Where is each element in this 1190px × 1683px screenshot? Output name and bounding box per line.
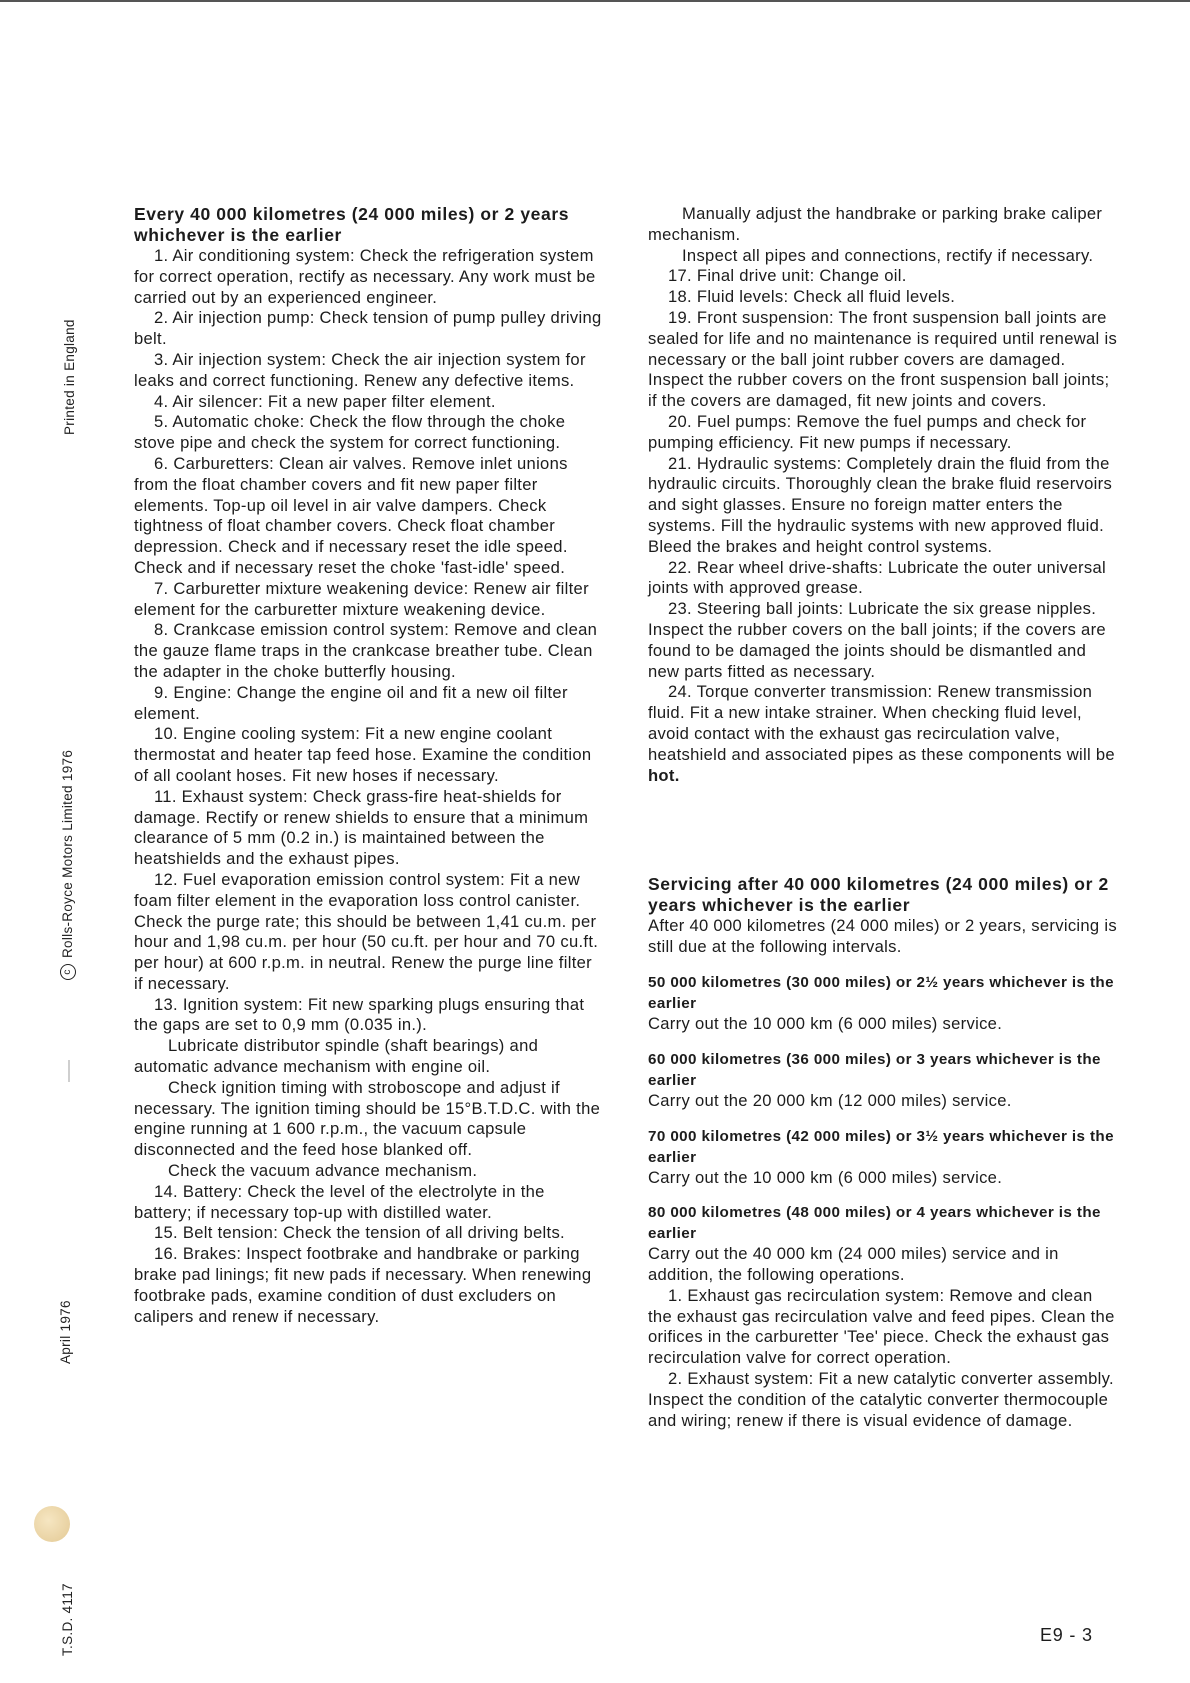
item-15: 15. Belt tension: Check the tension of all driving belts. [154, 1223, 565, 1243]
item-16: 16. Brakes: Inspect footbrake and handbrake or parking brake pad linings; fit new pads if necessary. When renewing footbrake pads, examine condition of dust excluders on calipers and renew if necessary. [134, 1244, 592, 1326]
punch-hole-mark [34, 1506, 70, 1542]
item-13-vacuum: Check the vacuum advance mechanism. [168, 1161, 478, 1181]
top-border [0, 0, 1190, 2]
item-21: 21. Hydraulic systems: Completely drain the fluid from the hydraulic circuits. Thoroughly clean the brake fluid reservoirs and sight glasses. Ensure no foreign matter enters the systems. Fill the hydraulic systems with new approved fluid. Bleed the brakes and height control systems. [648, 453, 1113, 556]
item-24-hot: hot. [648, 765, 680, 785]
interval-70000-heading: 70 000 kilometres (42 000 miles) or 3½ years whichever is the earlier [648, 1127, 1114, 1166]
item-24 [648, 682, 1118, 786]
interval-60000-text: Carry out the 20 000 km (12 000 miles) service. [648, 1090, 1012, 1110]
item-19: 19. Front suspension: The front suspension ball joints are sealed for life and no maintenance is required until renewal is necessary or the ball joint rubber covers are damaged. Inspect the rubber covers on the front suspension ball joints; if the covers are damaged, fit new joints and covers. [648, 307, 1118, 411]
item-13: 13. Ignition system: Fit new sparking plugs ensuring that the gaps are set to 0,9 mm (0.035 in.). [134, 994, 585, 1035]
handbrake-adjust: Manually adjust the handbrake or parking brake caliper mechanism. [648, 204, 1103, 244]
interval-60000-heading: 60 000 kilometres (36 000 miles) or 3 years whichever is the earlier [648, 1050, 1101, 1089]
item-11: 11. Exhaust system: Check grass-fire heat-shields for damage. Rectify or renew shields to ensure that a minimum clearance of 5 mm (0.2 in.) is maintained between the heatshields and the exhaust pipes. [134, 786, 589, 869]
item-9: 9. Engine: Change the engine oil and fit a new oil filter element. [134, 682, 568, 723]
item-23: 23. Steering ball joints: Lubricate the six grease nipples. Inspect the rubber covers on the ball joints; if the covers are found to be damaged the joints should be dismantled and new parts fitted as necessary. [648, 599, 1106, 681]
item-10: 10. Engine cooling system: Fit a new engine coolant thermostat and heater tap feed hose. Examine the condition of all coolant hoses. Fit new hoses if necessary. [134, 724, 592, 785]
servicing-heading: Servicing after 40 000 kilometres (24 000 miles) or 2 years whichever is the earlier [648, 874, 1109, 916]
item-17: 17. Final drive unit: Change oil. [668, 266, 907, 286]
servicing-text: After 40 000 kilometres (24 000 miles) or 2 years, servicing is still due at the following intervals. [648, 916, 1117, 957]
item-5: 5. Automatic choke: Check the flow through the choke stove pipe and check the system for correct functioning. [134, 412, 566, 453]
interval-70000-text: Carry out the 10 000 km (6 000 miles) service. [648, 1167, 1003, 1187]
margin-mark [68, 1060, 70, 1082]
printed-in-england: Printed in England [62, 319, 77, 435]
interval-50000-heading: 50 000 kilometres (30 000 miles) or 2½ years whichever is the earlier [648, 973, 1114, 1012]
interval-80000-heading: 80 000 kilometres (48 000 miles) or 4 years whichever is the earlier [648, 1204, 1101, 1243]
item-12: 12. Fuel evaporation emission control system: Fit a new foam filter element in the evaporation loss control canister. Check the purge rate; this should be between 1,41 cu.m. per hour and 1,98 cu.m. per hour (50 cu.ft. per hour and 70 cu.ft. per hour) at 600 r.p.m. in neutral. Renew the purge line filter if necessary. [134, 869, 599, 993]
item-2: 2. Air injection pump: Check tension of pump pulley driving belt. [134, 308, 602, 349]
date-label: April 1976 [58, 1300, 73, 1364]
left-heading: Every 40 000 kilometres (24 000 miles) or 2 years whichever is the earlier [134, 204, 570, 245]
item-4: 4. Air silencer: Fit a new paper filter element. [154, 391, 496, 411]
item-6: 6. Carburetters: Clean air valves. Remove inlet unions from the float chamber covers and fit new paper filter elements. Top-up oil level in air valve dampers. Check tightness of float chamber covers. Check float chamber depression. Check and if necessary reset the idle speed. Check and if necessary reset the choke 'fast-idle' speed. [134, 453, 568, 577]
item-8: 8. Crankcase emission control system: Remove and clean the gauze flame traps in the crankcase breather tube. Clean the adapter in the choke butterfly housing. [134, 620, 598, 681]
item-14: 14. Battery: Check the level of the electrolyte in the battery; if necessary top-up with distilled water. [134, 1181, 545, 1222]
item-24-text: 24. Torque converter transmission: Renew transmission fluid. Fit a new intake strainer. When checking fluid level, avoid contact with the exhaust gas recirculation valve, heatshield and associated pipes as these components will be [648, 682, 1115, 764]
left-column [134, 204, 604, 1327]
item-1: 1. Air conditioning system: Check the refrigeration system for correct operation, rectify as necessary. Any work must be carried out by an experienced engineer. [134, 246, 596, 307]
inspect-pipes: Inspect all pipes and connections, rectify if necessary. [682, 245, 1094, 265]
interval-50000-text: Carry out the 10 000 km (6 000 miles) service. [648, 1013, 1003, 1033]
item-7: 7. Carburetter mixture weakening device: Renew air filter element for the carburetter mixture weakening device. [134, 578, 589, 619]
item-3: 3. Air injection system: Check the air injection system for leaks and correct functioning. Renew any defective items. [134, 349, 586, 390]
copyright-text: Rolls-Royce Motors Limited 1976 [60, 749, 75, 958]
final-item-1: 1. Exhaust gas recirculation system: Remove and clean the exhaust gas recirculation valve and feed pipes. Clean the orifices in the carburetter 'Tee' piece. Check the exhaust gas recirculation valve for correct operation. [648, 1285, 1115, 1368]
final-item-2: 2. Exhaust system: Fit a new catalytic converter assembly. Inspect the condition of the catalytic converter thermocouple and wiring; renew if there is visual evidence of damage. [648, 1369, 1114, 1430]
item-18: 18. Fluid levels: Check all fluid levels. [668, 287, 956, 307]
right-column [648, 204, 1118, 1431]
page-number: E9 - 3 [1040, 1625, 1093, 1645]
copyright-notice [60, 750, 76, 980]
copyright-symbol-icon: c [60, 964, 76, 980]
item-22: 22. Rear wheel drive-shafts: Lubricate the outer universal joints with approved grease. [648, 557, 1106, 598]
item-20: 20. Fuel pumps: Remove the fuel pumps and check for pumping efficiency. Fit new pumps if necessary. [648, 411, 1087, 452]
tsd-number: T.S.D. 4117 [60, 1583, 75, 1656]
interval-80000-text: Carry out the 40 000 km (24 000 miles) service and in addition, the following operations. [648, 1244, 1059, 1285]
item-13-timing: Check ignition timing with stroboscope and adjust if necessary. The ignition timing should be 15°B.T.D.C. with the engine running at 1 600 r.p.m., the vacuum capsule disconnected and the feed hose blanked off. [134, 1077, 601, 1160]
item-13-lubricate: Lubricate distributor spindle (shaft bearings) and automatic advance mechanism with engine oil. [134, 1036, 539, 1077]
